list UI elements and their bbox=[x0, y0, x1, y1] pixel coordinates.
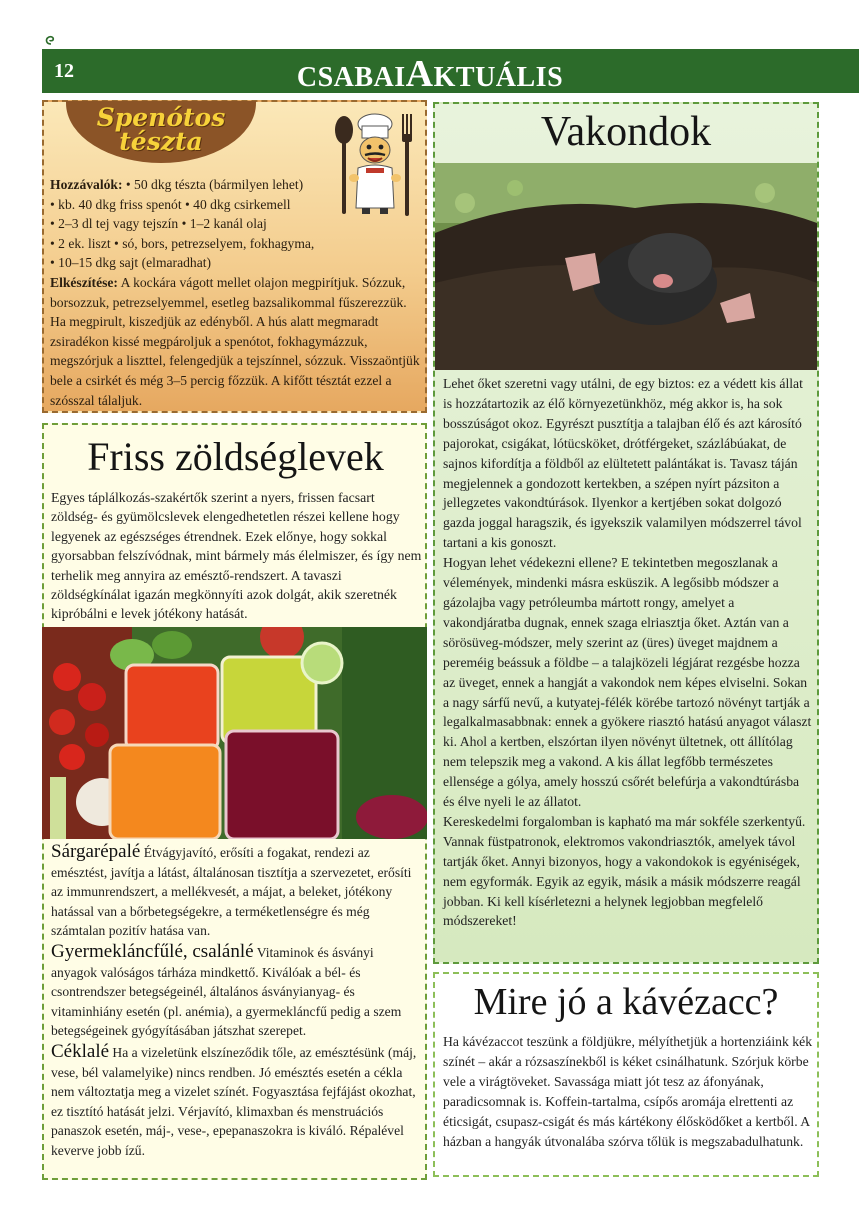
section-text: Ha a vizeletünk elszíneződik tőle, az emésztésünk (máj, vese, bél valamelyike) nincs rendben. Jó emésztés esetén a cékla nem változtatja meg a vizelet színét. Fogyasztása fejfájást okozhat, ez tisztító hatását jelzi. Vérjavító, klimaxban és menstruációs panaszok esetén, máj-, vese-, epepanaszokra is kiváló. Répalével keverve jobb ízű. bbox=[51, 1044, 417, 1158]
coffee-text: Ha kávézaccot teszünk a földjükre, mélyíthetjük a hortenziáink kék színét – akár a rózsaszínekből is kéket csinálhatunk. Szórjuk körbe vele a virágtöveket. Savassága miatt jót tesz az áfonyának, paradicsomnak is. Koffein-tartalma, csípős aromája elrettenti az éticsigát, csupasz-csigát és más kártékony élősködőket a kertből. A házban a hangyák útvonalába szórva tőlük is megszabadulhatunk. bbox=[443, 1034, 813, 1149]
page-number: 12 bbox=[54, 60, 74, 82]
mole-paragraph: Hogyan lehet védekezni ellene? E tekintetben megoszlanak a vélemények, mindenki másra esküszik. A legősibb módszer a gázolajba vagy petróleumba mártott rongy, amelyet a vakondjáratba dugnak, ennek szaga elriasztja őket. Aztán van a sörösüveg-módszer, mely szerint az (üres) üveget majdnem a pereméig beássuk a földbe – a talajközeli légjárat rezgésbe hozza az üveget, ennek a hangját a vakondok nem képes elviselni. Sokan a nagy sárfű nevű, a kutyatej-félék körébe tartozó növényt tartják a legalkalmasabbnak: ennek a gyökere riasztó hatású anyagot választ ki. Ahol a kertben, elszórtan ilyen növényt ültetnek, ott állítólag nem telepszik meg a vakond. A kis állat legfőbb természetes ellensége a gólya, amely hosszú csőrét belefúrja a vakondtúrásba és élve nyeli le az állatot. bbox=[443, 555, 812, 810]
recipe-title-line1: Spenótos bbox=[96, 103, 226, 132]
juice-glasses-photo bbox=[42, 627, 427, 839]
recipe-title bbox=[66, 100, 256, 154]
recipe-title-line2: tészta bbox=[119, 127, 203, 156]
method-label: Elkészítése: bbox=[50, 274, 118, 290]
mole-paragraph: Lehet őket szeretni vagy utálni, de egy biztos: ez a védett kis állat is hozzátartozik az élő környezetünkhöz, még akkor is, ha sok bosszúságot okoz. Egyrészt pusztítja a talajban élő és azt károsító pajorokat, csigákat, lótücsköket, drótférgeket, százlábúakat, de sajnos kifordítja a földből az elültetett palántákat is. Tavasz táján megjelennek a gondozott kertekben, a szépen nyírt pázsiton a jellegzetes vakondtúrások. Ilyenkor a kertjében sokat dolgozó gazda joggal haragszik, és igyekszik valamilyen módszerrel távol tartani a kis gonoszt. bbox=[443, 376, 803, 551]
ingredient-line: • 2–3 dl tej vagy tejszín • 1–2 kanál olaj bbox=[50, 216, 267, 232]
section-lead: Céklalé bbox=[51, 1040, 110, 1062]
mole-paragraph: Kereskedelmi forgalomban is kapható ma már sokféle szerkentyű. Vannak füstpatronok, elektromos vakondriasztók, amelyek távol tartják őket. Annyi bizonyos, hogy a vakondokok is egyéniségek, nem egyformák. Egyik az egyik, másik a másik módszerre reagál jobban. Ki kell kísérletezni a helynek legjobban megfelelő módszereket! bbox=[443, 813, 806, 929]
recipe-text bbox=[50, 175, 422, 410]
section-lead: Gyermekláncfűlé, csalánlé bbox=[51, 940, 254, 962]
ingredient-line: • 2 ek. liszt • só, bors, petrezselyem, fokhagyma, bbox=[50, 235, 315, 251]
section-text: Étvágyjavító, erősíti a fogakat, rendezi az emésztést, javítja a látást, általánosan tisztítja a szervezetet, erősíti az immunrendszert, a mellékvesét, a májat, a beleket, jótékony hatással van a bőrbetegségekre, a terméketlenségre és még számtalan pozitív hatása van. bbox=[51, 845, 412, 939]
magazine-title bbox=[280, 52, 580, 96]
juice-intro: Egyes táplálkozás-szakértők szerint a nyers, frissen facsart zöldség- és gyümölcslevek elengedhetetlen részei kellene hogy legyenek az egészséges étrendnek. Ezek előnye, hogy sokkal gyorsabban felszívódnak, mint bármely más élelmiszer, és így nem terhelik meg annyira az emésztő-rendszert. A tavaszi zöldségkínálat igazán megkönnyíti azok dolgát, akik szeretnék kipróbálni e levek jótékony hatását. bbox=[51, 490, 422, 622]
mole-photo bbox=[435, 163, 817, 370]
mole-heading: Vakondok bbox=[540, 109, 712, 155]
mole-text bbox=[443, 374, 813, 931]
swirl-ornament-icon bbox=[44, 34, 58, 46]
method-text: A kockára vágott mellet olajon megpirítjuk. Sózzuk, borsozzuk, petrezselyemmel, esetleg bazsalikommal fűszerezzük. Ha megpirult, kiszedjük az edényből. A hús alatt megmaradt zsiradékon kissé megpároljuk a spenótot, fokhagymázzuk, megszórjuk a liszttel, felengedjük a tejszínnel, sózzuk. Visszaöntjük bele a csirkét és még 3–5 percig főzzük. A kifőtt tésztát ezzel a szósszal tálaljuk. bbox=[50, 274, 420, 408]
ingredients-label: Hozzávalók: bbox=[50, 177, 123, 192]
title-rest: KTUÁLIS bbox=[433, 62, 564, 93]
juice-sections bbox=[51, 842, 423, 1162]
title-initial: A bbox=[405, 53, 434, 95]
juice-heading: Friss zöldséglevek bbox=[87, 434, 384, 479]
section-text: Vitaminok és ásványi anyagok valóságos tárháza mindkettő. Kiválóak a bél- és csontrendszer betegségeinél, általános ásványianyag- és vitaminhiány esetén (pl. anémia), a gyermekláncfű pedig a szem betegségeinek gyógyításában játszhat szerepet. bbox=[51, 944, 402, 1039]
title-prefix: CSABAI bbox=[296, 62, 406, 93]
juice-section bbox=[51, 942, 423, 1041]
juice-section bbox=[51, 842, 423, 941]
section-lead: Sárgarépalé bbox=[51, 841, 141, 862]
juice-section bbox=[51, 1042, 423, 1161]
ingredient-line: • 50 dkg tészta (bármilyen lehet) bbox=[122, 177, 304, 192]
ingredient-line: • kb. 40 dkg friss spenót • 40 dkg csirkemell bbox=[50, 196, 291, 212]
coffee-heading: Mire jó a kávézacc? bbox=[473, 981, 779, 1023]
ingredient-line: • 10–15 dkg sajt (elmaradhat) bbox=[50, 255, 212, 271]
